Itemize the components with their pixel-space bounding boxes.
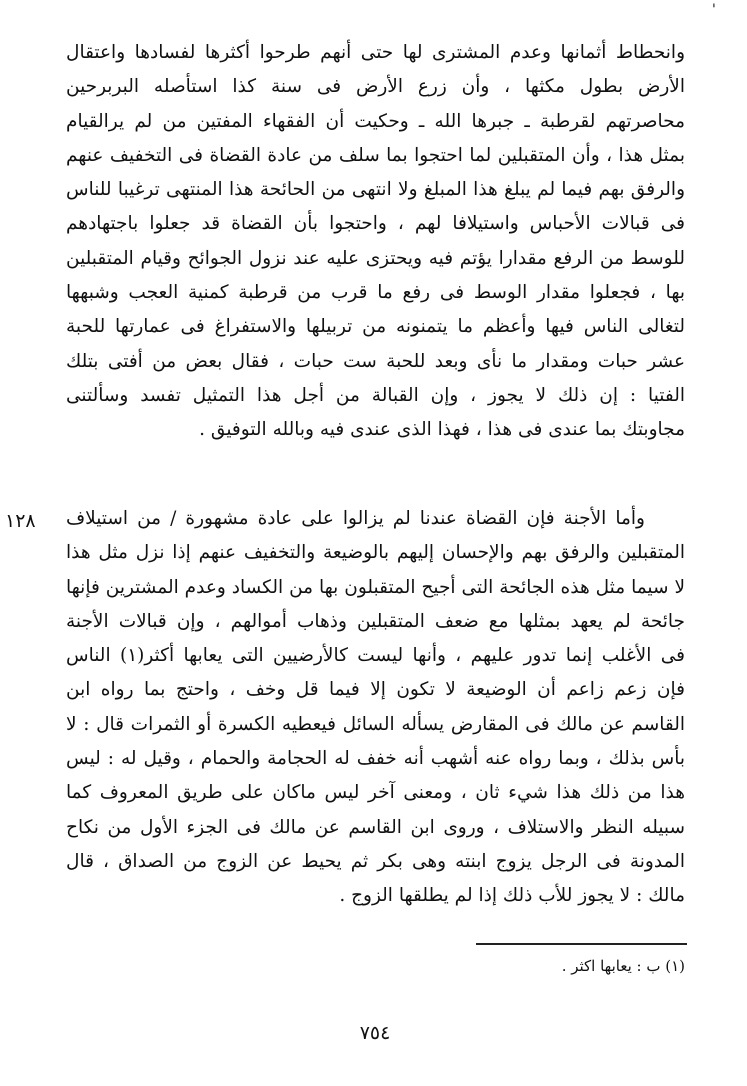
text-line: مجاوبتك بما عندى فى هذا ، فهذا الذى عندى فيه وبالله التوفيق .: [199, 419, 685, 441]
margin-page-reference: ١٢٨: [5, 510, 36, 532]
text-line: بمثل هذا ، وأن المتقبلين لما احتجوا بما سلف من عادة القضاة فى التخفيف عنهم: [66, 144, 685, 166]
text-line: الفتيا : إن ذلك لا يجوز ، وإن القبالة من أجل هذا التمثيل تفسد وسألتنى: [66, 384, 685, 406]
footnote: (١) ب : يعابها اكثر .: [561, 957, 685, 975]
text-line: المتقبلين والرفق بهم والإحسان إليهم بالوضيعة والتخفيف عنهم إذا نزل مثل هذا: [66, 542, 685, 564]
footnote-divider: [476, 943, 687, 945]
text-line: فى قبالات الأحباس واستيلافا لهم ، واحتجوا بأن القضاة قد جعلوا باجتهادهم: [66, 213, 685, 235]
text-line: مالك : لا يجوز للأب ذلك إذا لم يطلقها الزوج .: [339, 885, 685, 907]
text-line: بها ، فجعلوا مقدار الوسط فى رفع ما قرب من قرطبة كمنية العجب وشبهها: [66, 282, 685, 304]
paragraph-2: [66, 502, 685, 914]
text-line: والرفق بهم فيما لم يبلغ هذا المبلغ ولا انتهى من الحائحة هذا المنتهى ترغيبا للناس: [66, 179, 685, 201]
text-line: القاسم عن مالك فى المقارض يسأله السائل فيعطيه الكسرة أو الثمرات قال : لا: [66, 713, 685, 735]
text-line: الأرض بطول مكثها ، وأن زرع الأرض فى سنة كذا استأصله البربرحين: [66, 76, 685, 98]
text-line: هذا من ذلك هذا شيء ثان ، ومعنى آخر ليس ماكان على طريق المعروف كما: [66, 782, 685, 804]
text-line: جائحة لم يعهد بمثلها مع ضعف المتقبلين وذهاب أموالهم ، وإن قبالات الأجنة: [66, 610, 685, 632]
text-line: فى الأغلب إنما تدور عليهم ، وأنها ليست كالأرضيين التى يعابها أكثر(١) الناس: [66, 645, 685, 667]
top-mark: ': [712, 2, 716, 18]
page-number: ٧٥٤: [359, 1022, 391, 1044]
text-line: للوسط من الرفع مقدارا يؤتم فيه ويحتزى عليه عند نزول الجوائح وقيام المتقبلين: [66, 247, 685, 269]
text-line: فإن زعم زاعم أن الوضيعة لا تكون إلا فيما قل وخف ، واحتج بما رواه ابن: [66, 679, 685, 701]
text-line: وانحطاط أثمانها وعدم المشترى لها حتى أنهم طرحوا أكثرها لفسادها واعتقال: [66, 42, 685, 63]
text-line: وأما الأجنة فإن القضاة عندنا لم يزالوا على عادة مشهورة / من استيلاف: [66, 508, 645, 529]
text-line: لا سيما مثل هذه الجائحة التى أجيح المتقبلون بها من الكساد وعدم المشترين فإنها: [66, 576, 685, 598]
text-line: سبيله النظر والاستلاف ، وروى ابن القاسم عن مالك فى الجزء الأول من نكاح: [66, 816, 685, 838]
paragraph-1: [66, 36, 685, 448]
text-line: عشر حبات ومقدار ما نأى وبعد للحبة ست حبات ، فقال بعض من أفتى بتلك: [66, 350, 685, 372]
text-line: بأس بذلك ، وبما رواه عنه أشهب أنه خفف له الحجامة والحمام ، وقيل له : ليس: [66, 748, 685, 770]
text-line: محاصرتهم لقرطبة ـ جبرها الله ـ وحكيت أن الفقهاء المفتين من لم يرالقيام: [66, 110, 685, 132]
text-line: المدونة فى الرجل يزوج ابنته وهى بكر ثم يحيط عن الزوج من الصداق ، قال: [66, 850, 685, 872]
text-line: لتغالى الناس فيها وأعظم ما يتمنونه من تربيلها والاستفراغ فى عمارتها للحبة: [66, 316, 685, 338]
